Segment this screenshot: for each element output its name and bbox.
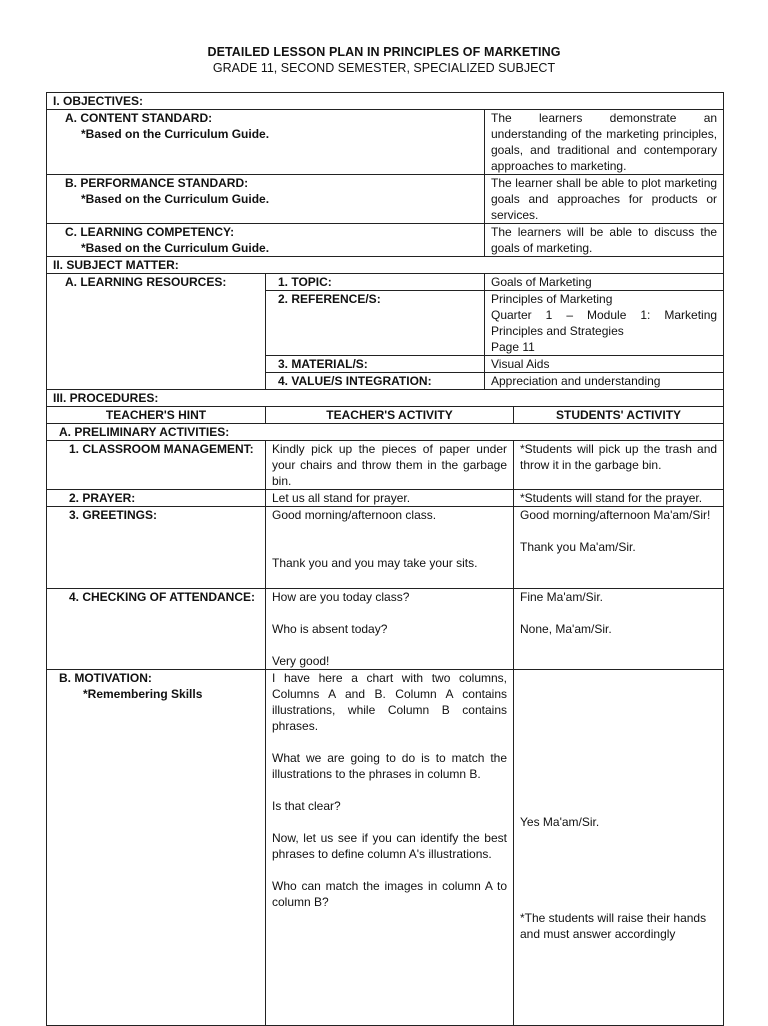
performance-standard-label: B. PERFORMANCE STANDARD: bbox=[65, 176, 249, 190]
classroom-management-row bbox=[47, 441, 724, 490]
reference-line-2: Quarter 1 – Module 1: Marketing Principles and Strategies bbox=[491, 308, 718, 338]
topic-row bbox=[47, 274, 724, 291]
classroom-management-students: *Students will pick up the trash and throw it in the garbage bin. bbox=[514, 441, 724, 490]
attendance-teacher-line-1: How are you today class? bbox=[272, 590, 410, 604]
attendance-students-line-1: Fine Ma'am/Sir. bbox=[520, 590, 603, 604]
content-standard-label: A. CONTENT STANDARD: bbox=[65, 111, 213, 125]
learning-competency-label-cell bbox=[47, 224, 485, 257]
learning-resources-label: A. LEARNING RESOURCES: bbox=[47, 274, 266, 390]
learning-competency-label: C. LEARNING COMPETENCY: bbox=[65, 225, 235, 239]
procedures-heading: III. PROCEDURES: bbox=[47, 390, 724, 407]
attendance-teacher-cell bbox=[266, 589, 514, 670]
greetings-row bbox=[47, 507, 724, 589]
motivation-students-line-2: *The students will raise their hands and must answer accordingly bbox=[520, 911, 707, 941]
content-standard-label-cell bbox=[47, 110, 485, 175]
attendance-students-line-2: None, Ma'am/Sir. bbox=[520, 622, 612, 636]
procedures-heading-row bbox=[47, 390, 724, 407]
preliminary-activities-row bbox=[47, 424, 724, 441]
motivation-teacher-line-4: Now, let us see if you can identify the best phrases to define column A's illustrations. bbox=[272, 831, 507, 861]
attendance-teacher-line-2: Who is absent today? bbox=[272, 622, 388, 636]
greetings-teacher-line-2: Thank you and you may take your sits. bbox=[272, 556, 478, 570]
reference-line-3: Page 11 bbox=[491, 340, 535, 354]
motivation-students-cell bbox=[514, 670, 724, 1026]
motivation-label-cell bbox=[47, 670, 266, 1026]
motivation-teacher-line-5: Who can match the images in column A to column B? bbox=[272, 879, 507, 909]
material-label: 3. MATERIAL/S: bbox=[266, 356, 485, 373]
motivation-students-line-1: Yes Ma'am/Sir. bbox=[520, 815, 600, 829]
motivation-teacher-cell bbox=[266, 670, 514, 1026]
content-standard-text: The learners demonstrate an understanding of the marketing principles, goals, and traditional and contemporary approaches to marketing. bbox=[485, 110, 724, 175]
greetings-students-line-2: Thank you Ma'am/Sir. bbox=[520, 540, 636, 554]
learning-competency-note: *Based on the Curriculum Guide. bbox=[81, 241, 270, 255]
lesson-plan-table bbox=[46, 92, 724, 1026]
document-subtitle: GRADE 11, SECOND SEMESTER, SPECIALIZED SUBJECT bbox=[212, 61, 556, 75]
column-header-teachers-activity: TEACHER'S ACTIVITY bbox=[266, 407, 514, 424]
greetings-students-cell bbox=[514, 507, 724, 589]
subject-matter-heading-row bbox=[47, 257, 724, 274]
learning-competency-text: The learners will be able to discuss the goals of marketing. bbox=[485, 224, 724, 257]
prayer-label: 2. PRAYER: bbox=[47, 490, 266, 507]
objectives-heading-row bbox=[47, 93, 724, 110]
performance-standard-note: *Based on the Curriculum Guide. bbox=[81, 192, 270, 206]
procedures-column-header-row bbox=[47, 407, 724, 424]
performance-standard-text: The learner shall be able to plot marketing goals and approaches for products or services. bbox=[485, 175, 724, 224]
greetings-students-line-1: Good morning/afternoon Ma'am/Sir! bbox=[520, 508, 711, 522]
greetings-label: 3. GREETINGS: bbox=[47, 507, 266, 589]
preliminary-activities-label: A. PRELIMINARY ACTIVITIES: bbox=[47, 424, 724, 441]
content-standard-note: *Based on the Curriculum Guide. bbox=[81, 127, 270, 141]
motivation-label: B. MOTIVATION: bbox=[59, 671, 152, 685]
reference-label: 2. REFERENCE/S: bbox=[266, 291, 485, 356]
performance-standard-row bbox=[47, 175, 724, 224]
value-integration-label: 4. VALUE/S INTEGRATION: bbox=[266, 373, 485, 390]
material-value: Visual Aids bbox=[485, 356, 724, 373]
classroom-management-teacher: Kindly pick up the pieces of paper under your chairs and throw them in the garbage bin. bbox=[266, 441, 514, 490]
motivation-teacher-line-2: What we are going to do is to match the illustrations to the phrases in column B. bbox=[272, 751, 507, 781]
column-header-students-activity: STUDENTS' ACTIVITY bbox=[514, 407, 724, 424]
topic-value: Goals of Marketing bbox=[485, 274, 724, 291]
document-title: DETAILED LESSON PLAN IN PRINCIPLES OF MARKETING bbox=[207, 45, 561, 59]
performance-standard-label-cell bbox=[47, 175, 485, 224]
reference-line-1: Principles of Marketing bbox=[491, 292, 613, 306]
prayer-students: *Students will stand for the prayer. bbox=[514, 490, 724, 507]
column-header-teachers-hint: TEACHER'S HINT bbox=[47, 407, 266, 424]
reference-value bbox=[485, 291, 724, 356]
attendance-label: 4. CHECKING OF ATTENDANCE: bbox=[47, 589, 266, 670]
classroom-management-label: 1. CLASSROOM MANAGEMENT: bbox=[47, 441, 266, 490]
objectives-heading: I. OBJECTIVES: bbox=[47, 93, 724, 110]
attendance-row bbox=[47, 589, 724, 670]
value-integration-value: Appreciation and understanding bbox=[485, 373, 724, 390]
content-standard-row bbox=[47, 110, 724, 175]
greetings-teacher-line-1: Good morning/afternoon class. bbox=[272, 508, 437, 522]
greetings-teacher-cell bbox=[266, 507, 514, 589]
learning-competency-row bbox=[47, 224, 724, 257]
prayer-row bbox=[47, 490, 724, 507]
subject-matter-heading: II. SUBJECT MATTER: bbox=[47, 257, 724, 274]
prayer-teacher: Let us all stand for prayer. bbox=[266, 490, 514, 507]
motivation-row bbox=[47, 670, 724, 1026]
motivation-teacher-line-1: I have here a chart with two columns, Columns A and B. Column A contains illustrations, while Column B contains phrases. bbox=[272, 671, 507, 733]
topic-label: 1. TOPIC: bbox=[266, 274, 485, 291]
document-header bbox=[0, 44, 768, 76]
attendance-teacher-line-3: Very good! bbox=[272, 654, 330, 668]
attendance-students-cell bbox=[514, 589, 724, 670]
motivation-teacher-line-3: Is that clear? bbox=[272, 799, 341, 813]
motivation-sublabel: *Remembering Skills bbox=[83, 687, 203, 701]
